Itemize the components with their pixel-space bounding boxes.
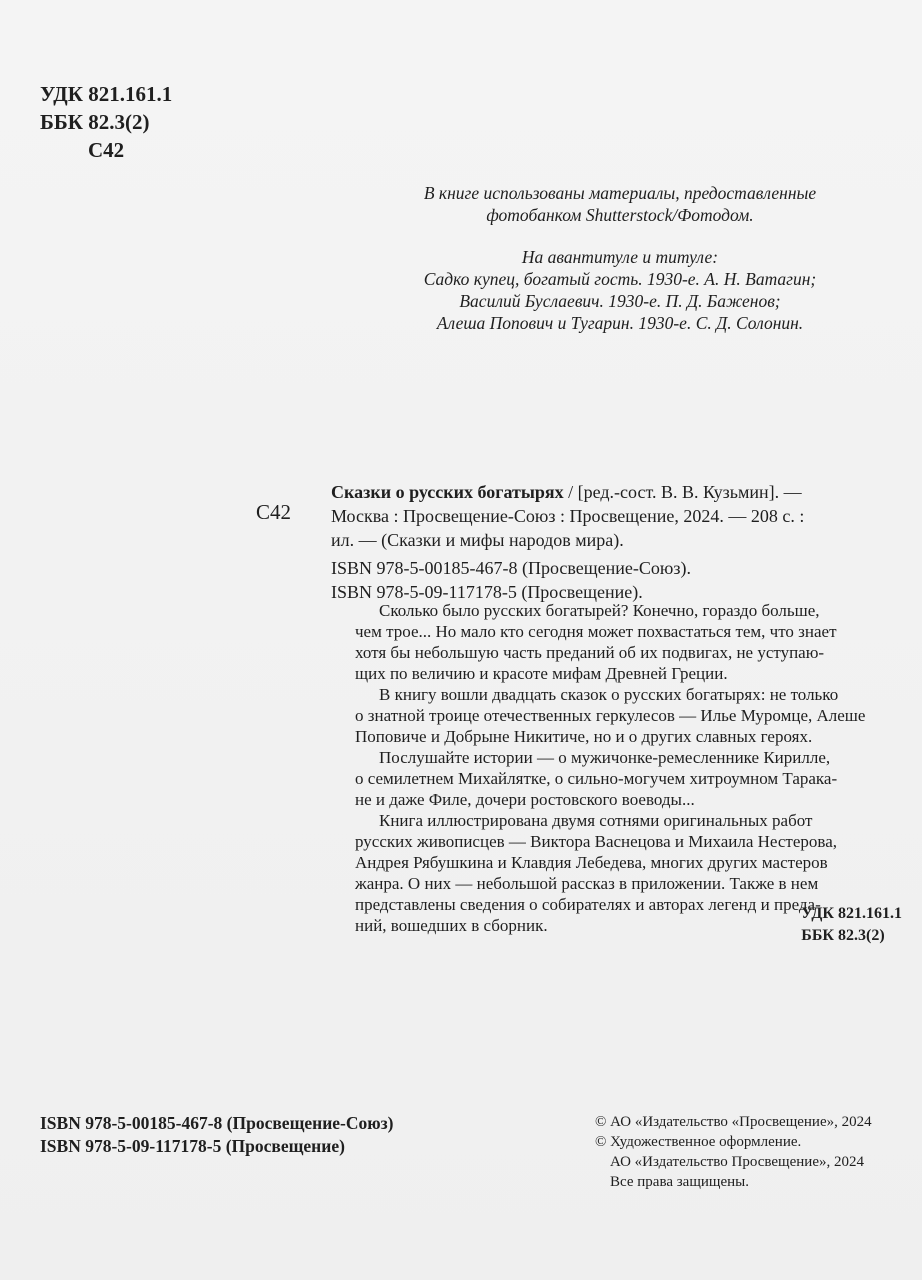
credit-line: фотобанком Shutterstock/Фотодом. bbox=[486, 205, 754, 225]
author-sign: С42 bbox=[88, 138, 125, 162]
text-line: представлены сведения о собирателях и авторах легенд и преда- bbox=[355, 895, 821, 914]
biblio-isbn-2: ISBN 978-5-09-117178-5 (Просвещение). bbox=[331, 582, 643, 602]
bbk-code: ББК 82.3(2) bbox=[40, 110, 150, 134]
annotation-paragraph bbox=[331, 747, 913, 810]
credit-line: На авантитуле и титуле: bbox=[521, 247, 719, 267]
text-line: о семилетнем Михайлятке, о сильно-могучем хитроумном Тарака- bbox=[355, 769, 838, 788]
annotation-paragraph bbox=[331, 684, 913, 747]
classification-codes bbox=[40, 80, 172, 164]
copyright-line: Все права защищены. bbox=[610, 1174, 749, 1190]
biblio-line-1 bbox=[331, 480, 913, 504]
isbn-2: ISBN 978-5-09-117178-5 (Просвещение) bbox=[40, 1136, 345, 1156]
copyright-line: АО «Издательство Просвещение», 2024 bbox=[610, 1154, 864, 1170]
credit-line: Василий Буслаевич. 1930-е. П. Д. Баженов; bbox=[459, 291, 781, 311]
isbn-1: ISBN 978-5-00185-467-8 (Просвещение-Союз) bbox=[40, 1113, 394, 1133]
text-line: о знатной троице отечественных геркулесов — Илье Муромце, Алеше bbox=[355, 706, 866, 725]
copyright-line: © АО «Издательство «Просвещение», 2024 bbox=[595, 1114, 872, 1130]
isbn-block bbox=[40, 1112, 394, 1158]
biblio-isbn-1: ISBN 978-5-00185-467-8 (Просвещение-Союз). bbox=[331, 558, 691, 578]
text-line: чем трое... Но мало кто сегодня может похвастаться тем, что знает bbox=[355, 622, 837, 641]
annotation-paragraph bbox=[331, 600, 913, 684]
text-line: Андрея Рябушкина и Клавдия Лебедева, многих других мастеров bbox=[355, 853, 828, 872]
bbk-code-right: ББК 82.3(2) bbox=[801, 927, 885, 944]
text-line: хотя бы небольшую часть преданий об их подвигах, не уступаю- bbox=[355, 643, 825, 662]
biblio-line-2: Москва : Просвещение-Союз : Просвещение, 2024. — 208 с. : bbox=[331, 506, 805, 526]
copyright-block bbox=[595, 1112, 872, 1192]
credit-line: Садко купец, богатый гость. 1930-е. А. Н. Ватагин; bbox=[423, 269, 817, 289]
text-line: не и даже Филе, дочери ростовского воеводы... bbox=[355, 790, 695, 809]
credit-line: В книге использованы материалы, предоставленные bbox=[423, 183, 817, 203]
text-line: жанра. О них — небольшой рассказ в приложении. Также в нем bbox=[355, 874, 819, 893]
biblio-author-sign: С42 bbox=[256, 500, 292, 524]
editor-info: / [ред.-сост. В. В. Кузьмин]. — bbox=[563, 482, 802, 502]
text-line: Поповиче и Добрыне Никитиче, но и о других славных героях. bbox=[355, 727, 813, 746]
annotation bbox=[331, 600, 913, 936]
udk-code: УДК 821.161.1 bbox=[40, 82, 173, 106]
right-classification-codes bbox=[801, 903, 902, 947]
credit-line: Алеша Попович и Тугарин. 1930-е. С. Д. Солонин. bbox=[436, 313, 804, 333]
text-line: ний, вошедших в сборник. bbox=[355, 916, 548, 935]
text-line: русских живописцев — Виктора Васнецова и Михаила Нестерова, bbox=[355, 832, 838, 851]
udk-code-right: УДК 821.161.1 bbox=[801, 905, 902, 922]
copyright-line: © Художественное оформление. bbox=[595, 1134, 802, 1150]
text-line: Послушайте истории — о мужичонке-ремесленнике Кирилле, bbox=[379, 748, 831, 767]
text-line: Сколько было русских богатырей? Конечно, гораздо больше, bbox=[379, 601, 820, 620]
text-line: Книга иллюстрирована двумя сотнями оригинальных работ bbox=[379, 811, 813, 830]
text-line: щих по величию и красоте мифам Древней Греции. bbox=[355, 664, 728, 683]
image-credits bbox=[330, 182, 910, 334]
book-title: Сказки о русских богатырях bbox=[331, 482, 564, 502]
text-line: В книгу вошли двадцать сказок о русских богатырях: не только bbox=[379, 685, 839, 704]
biblio-line-3: ил. — (Сказки и мифы народов мира). bbox=[331, 530, 624, 550]
bibliographic-record bbox=[331, 480, 913, 604]
